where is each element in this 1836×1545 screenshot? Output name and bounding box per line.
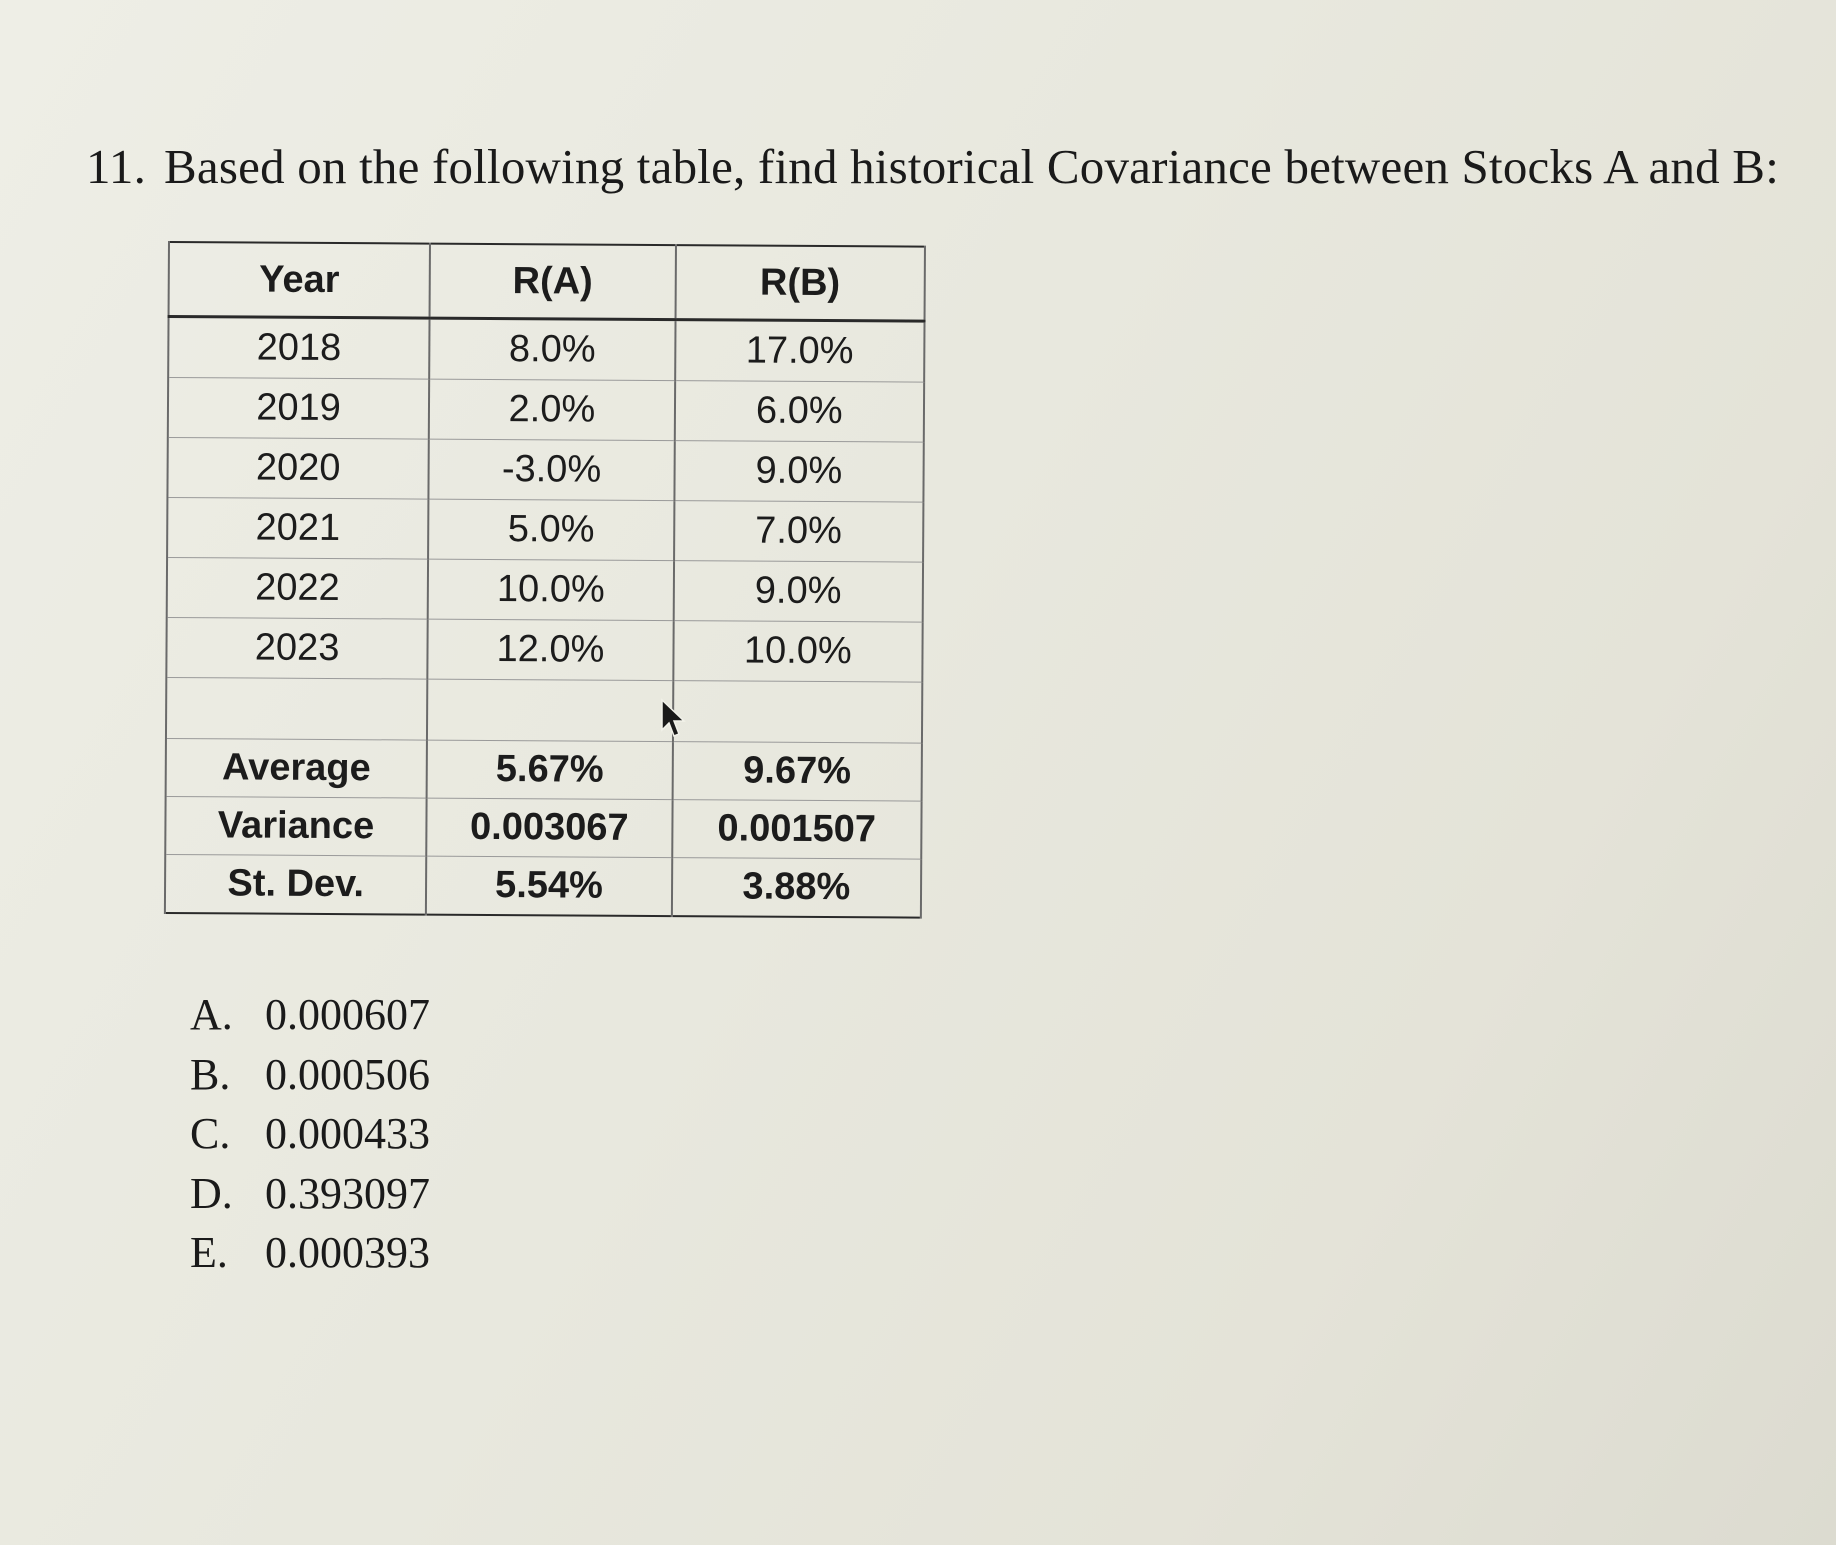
return-b-cell: 9.0%	[674, 441, 924, 503]
table-row	[168, 378, 924, 443]
choice-e[interactable]	[190, 1223, 430, 1283]
choice-c[interactable]	[190, 1104, 430, 1164]
table-row	[167, 498, 923, 563]
choice-a[interactable]	[190, 985, 430, 1045]
table-row	[168, 317, 924, 383]
year-cell: 2021	[167, 498, 429, 560]
answer-choices	[190, 985, 430, 1283]
return-a-cell: 8.0%	[429, 318, 675, 380]
question-number: 11.	[86, 139, 147, 194]
year-cell: 2023	[166, 617, 428, 679]
choice-letter: E.	[190, 1228, 228, 1277]
return-a-cell: 12.0%	[428, 619, 674, 680]
choice-value: 0.000607	[265, 990, 430, 1039]
choice-d[interactable]	[190, 1164, 430, 1224]
stat-label: St. Dev.	[165, 854, 427, 914]
year-cell: 2019	[168, 378, 430, 440]
table-row	[166, 617, 922, 682]
stat-label: Average	[166, 738, 428, 798]
blank-cell	[166, 677, 428, 740]
return-a-cell: 10.0%	[428, 559, 674, 620]
return-b-cell: 17.0%	[675, 320, 925, 383]
return-b-cell: 7.0%	[674, 501, 924, 563]
question-text	[86, 138, 1779, 195]
choice-letter: D.	[190, 1168, 233, 1218]
return-b-cell: 10.0%	[673, 621, 923, 683]
return-a-cell: 2.0%	[429, 379, 675, 440]
choice-letter: C.	[190, 1109, 231, 1158]
choice-value: 0.000433	[265, 1109, 430, 1158]
choice-b[interactable]	[190, 1045, 430, 1105]
return-b-cell: 9.0%	[673, 561, 923, 623]
return-a-cell: 5.0%	[428, 499, 674, 560]
returns-table-container	[164, 241, 926, 919]
return-b-cell: 6.0%	[674, 381, 924, 443]
choice-letter: A.	[190, 990, 233, 1039]
stat-b-value: 0.001507	[672, 800, 922, 860]
header-year: Year	[169, 242, 431, 318]
return-a-cell: -3.0%	[429, 439, 675, 500]
year-cell: 2020	[167, 438, 429, 500]
stat-a-value: 5.54%	[426, 856, 672, 916]
stat-label: Variance	[165, 796, 427, 856]
choice-value: 0.000506	[265, 1049, 430, 1099]
table-header-row	[169, 242, 925, 321]
question-prompt: Based on the following table, find historical Covariance between Stocks A and B:	[164, 139, 1780, 194]
stat-a-value: 0.003067	[426, 798, 672, 857]
year-cell: 2022	[167, 558, 429, 620]
header-return-a: R(A)	[430, 244, 676, 320]
stats-row-average	[166, 738, 922, 801]
header-return-b: R(B)	[675, 245, 925, 321]
year-cell: 2018	[168, 317, 430, 380]
stats-row-variance	[165, 796, 921, 859]
blank-row	[166, 677, 922, 743]
blank-cell	[427, 679, 673, 741]
stat-b-value: 9.67%	[672, 742, 922, 802]
stats-row-stdev	[165, 854, 921, 917]
choice-letter: B.	[190, 1049, 231, 1099]
blank-cell	[673, 681, 923, 744]
table-row	[167, 438, 923, 503]
stat-b-value: 3.88%	[672, 858, 922, 918]
choice-value: 0.393097	[265, 1168, 430, 1218]
returns-table	[164, 241, 926, 919]
mouse-pointer-icon	[660, 698, 688, 742]
choice-value: 0.000393	[265, 1228, 430, 1277]
stat-a-value: 5.67%	[427, 740, 673, 799]
table-row	[167, 558, 923, 623]
